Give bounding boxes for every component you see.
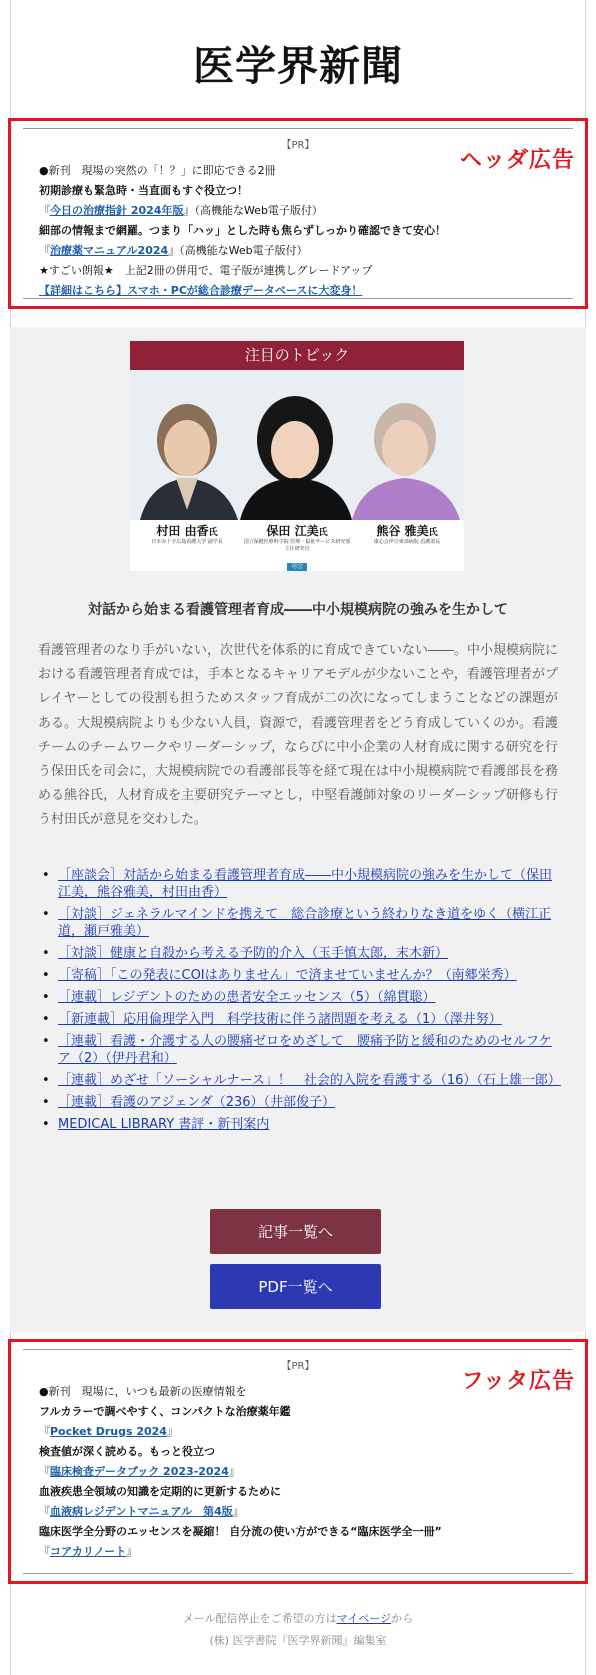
person-3-caption (352, 522, 462, 546)
list-item (38, 1072, 563, 1089)
header-ad-line: ●新刊 現場の突然の「！？」に即応できる2冊 (39, 164, 276, 177)
footer-ad-line (39, 1542, 573, 1562)
header-ad-line-pre: 『 (39, 244, 50, 257)
topic-captions (130, 520, 464, 571)
footer-ad-line-pre: 『 (39, 1545, 50, 1558)
footer-note (10, 1608, 586, 1652)
header-ad-lines (23, 161, 573, 301)
header-ad-line (39, 201, 573, 221)
footer-ad-product-link[interactable]: 臨床検査データブック 2023-2024 (50, 1465, 229, 1478)
person-3-suffix: 氏 (428, 528, 438, 538)
footer-ad-product-link[interactable]: 血液病レジデントマニュアル 第4版 (50, 1505, 233, 1518)
person-2-suffix: 氏 (318, 528, 328, 538)
article-title: 対話から始まる看護管理者育成――中小規模病院の強みを生かして (88, 602, 508, 618)
person-1-affiliation: 日本赤十字広島看護大学 副学長 (151, 539, 223, 545)
footer-ad-product-link[interactable]: コアカリノート (50, 1545, 127, 1558)
list-item (38, 967, 563, 984)
article-link[interactable]: MEDICAL LIBRARY 書評・新刊案内 (58, 1117, 270, 1132)
header-ad (8, 118, 588, 309)
topic-banner: 注目のトピック (130, 341, 464, 370)
footer-ad-line: フルカラーで調べやすく、コンパクトな治療薬年鑑 (39, 1405, 291, 1418)
footer-ad-line: ●新刊 現場に，いつも最新の医療情報を (39, 1385, 247, 1398)
topic-photo (130, 370, 464, 571)
footer-ad-line-pre: 『 (39, 1505, 50, 1518)
list-item (38, 989, 563, 1006)
footer-ad-label: フッタ広告 (461, 1369, 575, 1394)
person-3-name: 熊谷 雅美 (376, 524, 429, 538)
list-item (38, 867, 563, 901)
list-item (38, 1116, 563, 1133)
footer-ad-line-pre: 『 (39, 1425, 50, 1438)
person-2-affiliation: 国立保健医療科学院 医療・福祉サービス研究部 主任研究官 (243, 539, 351, 552)
list-item (38, 945, 563, 962)
header-ad-line: 初期診療も緊急時・当直面もすぐ役立つ！ (39, 184, 248, 197)
footer-ad-line (39, 1422, 573, 1442)
site-title: 医学界新聞 (193, 42, 403, 90)
header-ad-product-link[interactable]: 【詳細はこちら】スマホ・PCが総合診療データベースに大変身！ (39, 284, 363, 297)
person-1-name: 村田 由香 (156, 524, 209, 538)
person-2-caption (242, 522, 352, 571)
moderator-badge: 司会 (287, 563, 307, 571)
mypage-link[interactable]: マイページ (336, 1612, 392, 1625)
header-ad-pr: 【PR】 (281, 140, 315, 151)
article-links (38, 867, 563, 1138)
header-ad-line-post: 』（高機能なWeb電子版付） (183, 204, 323, 217)
footer-ad-line-post: 』 (228, 1465, 240, 1478)
masthead (10, 0, 586, 125)
unsubscribe-post: から (391, 1612, 414, 1625)
header-ad-line: ★すごい朗報★ 上記2冊の併用で、電子版が連携しグレードアップ (39, 264, 373, 277)
article-link[interactable]: ［連載］看護のアジェンダ（236）（井部俊子） (58, 1095, 336, 1110)
article-link[interactable]: ［対談］健康と自殺から考える予防的介入（玉手慎太郎，末木新） (58, 946, 449, 961)
pdf-list-button[interactable]: PDF一覧へ (210, 1264, 381, 1309)
article-link[interactable]: ［座談会］対話から始まる看護管理者育成――中小規模病院の強みを生かして（保田江美，熊谷雅美，村田由香） (58, 868, 553, 900)
list-item (38, 906, 563, 940)
unsubscribe-pre: メール配信停止をご希望の方は (182, 1612, 337, 1625)
footer-ad-line-post: 』 (166, 1425, 178, 1438)
header-ad-line-post: 』（高機能なWeb電子版付） (168, 244, 308, 257)
header-ad-line: 細部の情報まで網羅。つまり「ハッ」とした時も焦らずしっかり確認できて安心！ (39, 224, 446, 237)
article-link[interactable]: ［新連載］応用倫理学入門 科学技術に伴う諸問題を考える（1）（澤井努） (58, 1012, 502, 1027)
footer-ad-line-post: 』 (232, 1505, 244, 1518)
article-link[interactable]: ［連載］レジデントのための患者安全エッセンス（5）（綿貫聡） (58, 990, 436, 1005)
list-item (38, 1033, 563, 1067)
list-item (38, 1094, 563, 1111)
header-ad-product-link[interactable]: 治療薬マニュアル2024 (50, 244, 169, 257)
person-2-name: 保田 江美 (266, 524, 319, 538)
footer-ad-line: 臨床医学全分野のエッセンスを凝縮！ 自分流の使い方ができる“臨床医学全一冊” (39, 1525, 442, 1538)
articles-list-button[interactable]: 記事一覧へ (210, 1209, 381, 1254)
footer-ad-line-post: 』 (126, 1545, 138, 1558)
header-ad-line (39, 241, 573, 261)
article-link[interactable]: ［連載］看護・介護する人の腰痛ゼロをめざして 腰痛予防と緩和のためのセルフケア（2）（伊丹君和） (58, 1034, 552, 1066)
footer-ad-line (39, 1462, 573, 1482)
article-link[interactable]: ［連載］めざせ「ソーシャルナース」！ 社会的入院を看護する（16）（石上雄一郎） (58, 1073, 561, 1088)
article-link[interactable]: ［寄稿］「この発表にCOIはありません」で済ませていませんか？（南郷栄秀） (58, 968, 517, 983)
editorial-office: (株) 医学書院『医学界新聞』編集室 (209, 1634, 387, 1647)
header-ad-product-link[interactable]: 今日の治療指針 2024年版 (50, 204, 184, 217)
header-ad-label: ヘッダ広告 (459, 148, 575, 173)
footer-ad-line-pre: 『 (39, 1465, 50, 1478)
footer-ad-lines (23, 1382, 573, 1562)
article-lead: 看護管理者のなり手がいない，次世代を体系的に育成できていない――。中小規模病院における看護管理者育成では，手本となるキャリアモデルが少ないことや，看護管理者がプレイヤーとしての役割も担うためスタッフ育成が二の次になってしまうことなどの課題がある。大規模病院よりも少ない人員，資源で，看護管理者をどう育成していくのか。看護チームのチームワークやリーダーシップ，ならびに中小企業の人材育成に関する研究を行う保田氏を司会に，大規模病院での看護部長等を経て現在は中小規模病院で看護部長を務める熊谷氏，人材育成を主要研究テーマとし，中堅看護師対象のリーダーシップ研修も行う村田氏が意見を交わした。 (38, 643, 559, 828)
person-3-affiliation: 康心会伊豆東部病院 看護部長 (373, 539, 441, 545)
person-1-caption (132, 522, 242, 546)
unsubscribe-line (10, 1608, 586, 1630)
footer-ad-line: 血液疾患全領域の知識を定期的に更新するために (39, 1485, 281, 1498)
topic-box[interactable] (130, 341, 464, 571)
main-content (10, 327, 586, 1332)
footer-ad (8, 1339, 588, 1584)
header-ad-line (39, 281, 573, 301)
footer-ad-pr: 【PR】 (281, 1361, 315, 1372)
list-item (38, 1011, 563, 1028)
footer-ad-line (39, 1502, 573, 1522)
footer-ad-product-link[interactable]: Pocket Drugs 2024 (50, 1425, 167, 1438)
article-link[interactable]: ［対談］ジェネラルマインドを携えて 総合診療という終わりなき道をゆく（横江正道，瀬戸雅美） (58, 907, 552, 939)
header-ad-line-pre: 『 (39, 204, 50, 217)
person-1-suffix: 氏 (208, 528, 218, 538)
footer-ad-line: 検査値が深く読める。もっと役立つ (39, 1445, 215, 1458)
